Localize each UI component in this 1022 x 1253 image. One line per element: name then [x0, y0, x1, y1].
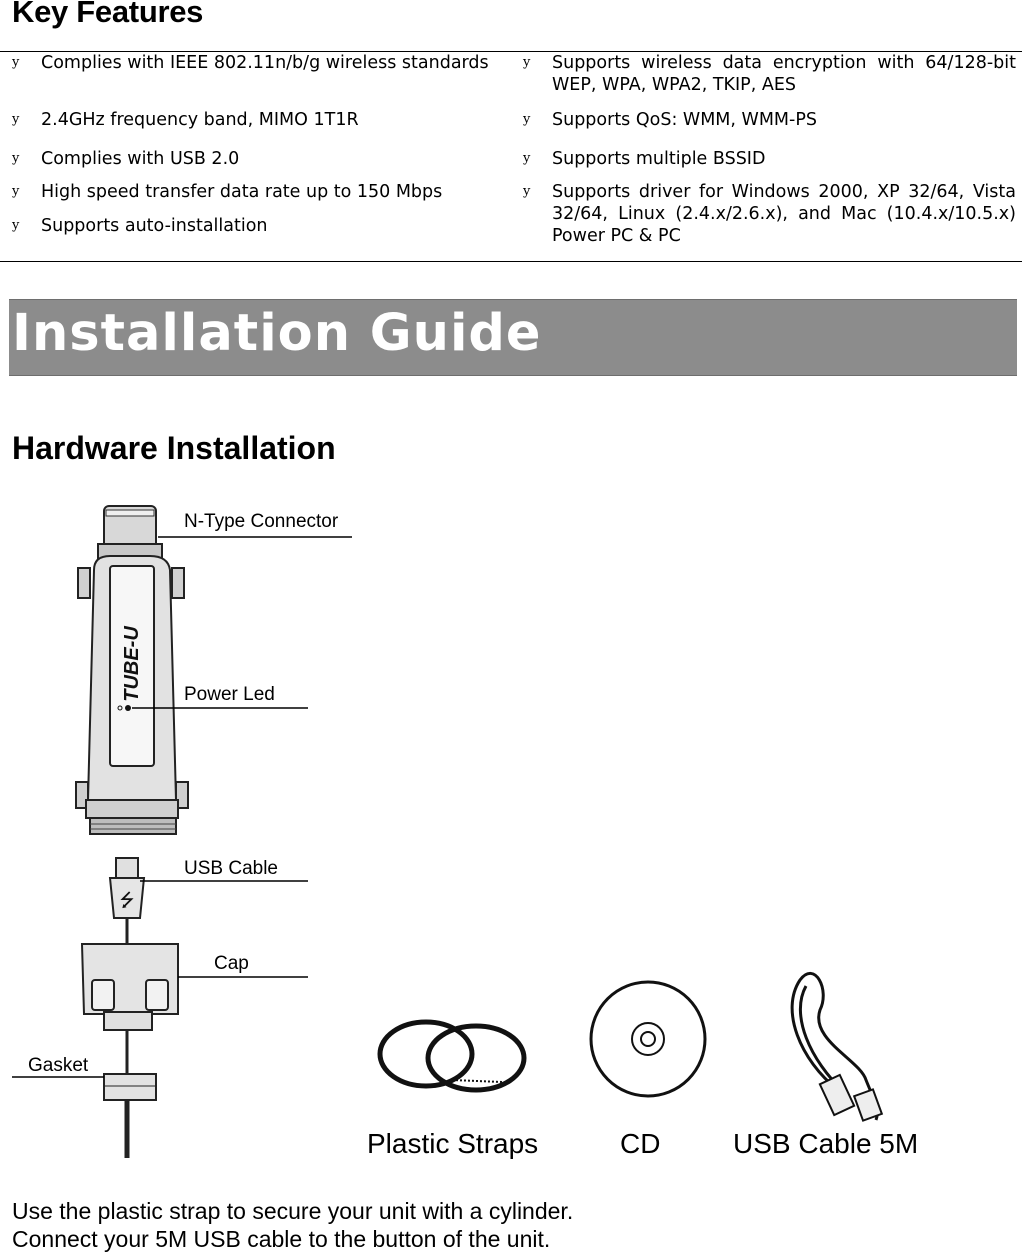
usb-cable-assembly — [82, 858, 178, 1158]
bullet-icon: y — [12, 151, 20, 166]
feature-text: Supports auto-installation — [41, 216, 268, 236]
usb-icon: ⭍ — [119, 890, 135, 911]
cap-label: Cap — [214, 953, 249, 974]
banner-title: Installation Guide — [12, 304, 542, 363]
bullet-icon: y — [523, 184, 531, 199]
feature-text: Supports multiple BSSID — [552, 149, 766, 169]
instruction-line-2: Connect your 5M USB cable to the button of the unit. — [12, 1226, 551, 1252]
usb-cable-label: USB Cable — [184, 858, 278, 879]
feature-text: 2.4GHz frequency band, MIMO 1T1R — [41, 110, 359, 130]
device-threads — [90, 818, 176, 834]
power-led-icon — [125, 705, 131, 711]
key-features-title: Key Features — [12, 0, 204, 29]
feature-item — [12, 215, 499, 237]
cd-label: CD — [620, 1128, 661, 1159]
gasket — [104, 1074, 156, 1100]
tube-device — [76, 506, 188, 834]
feature-text: High speed transfer data rate up to 150 Mbps — [41, 182, 443, 202]
feature-item — [523, 148, 1016, 170]
cd-icon — [591, 982, 705, 1096]
hardware-diagram — [0, 490, 1022, 1170]
bullet-icon: y — [523, 151, 531, 166]
bullet-icon: y — [523, 55, 531, 70]
usb-cable-5m-icon — [792, 973, 882, 1120]
bullet-icon: y — [12, 112, 20, 127]
feature-text: Complies with IEEE 802.11n/b/g wireless standards — [41, 53, 489, 73]
bottom-rule — [0, 261, 1022, 262]
feature-item — [12, 181, 499, 203]
hardware-installation-heading: Hardware Installation — [12, 430, 336, 466]
n-type-connector-label: N-Type Connector — [184, 511, 339, 532]
usb-plug — [116, 858, 138, 878]
feature-item — [12, 148, 499, 170]
usb-cable-5m-label: USB Cable 5M — [733, 1128, 919, 1159]
plastic-straps-label: Plastic Straps — [367, 1128, 539, 1159]
feature-item — [12, 52, 499, 74]
device-logo: TUBE-U — [121, 626, 143, 702]
bullet-icon: y — [12, 55, 20, 70]
gasket-label: Gasket — [28, 1055, 89, 1076]
feature-text: Supports QoS: WMM, WMM-PS — [552, 110, 818, 130]
feature-item — [523, 52, 1016, 96]
bullet-icon: y — [523, 112, 531, 127]
feature-item — [523, 109, 1016, 131]
instruction-line-1: Use the plastic strap to secure your unit with a cylinder. — [12, 1198, 574, 1224]
bullet-icon: y — [12, 218, 20, 233]
plastic-straps-icon — [380, 1022, 524, 1090]
installation-guide-banner — [9, 299, 1017, 376]
feature-text: Supports wireless data encryption with 64/128-bit WEP, WPA, WPA2, TKIP, AES — [552, 53, 1016, 95]
bullet-icon: y — [12, 184, 20, 199]
device-base — [86, 800, 178, 818]
power-led-label: Power Led — [184, 684, 275, 705]
feature-text: Supports driver for Windows 2000, XP 32/64, Vista 32/64, Linux (2.4.x/2.6.x), and Mac (10.4.x/10.5.x) Power PC & PC — [552, 182, 1016, 246]
feature-text: Complies with USB 2.0 — [41, 149, 240, 169]
feature-item — [523, 181, 1016, 247]
feature-item — [12, 109, 499, 131]
